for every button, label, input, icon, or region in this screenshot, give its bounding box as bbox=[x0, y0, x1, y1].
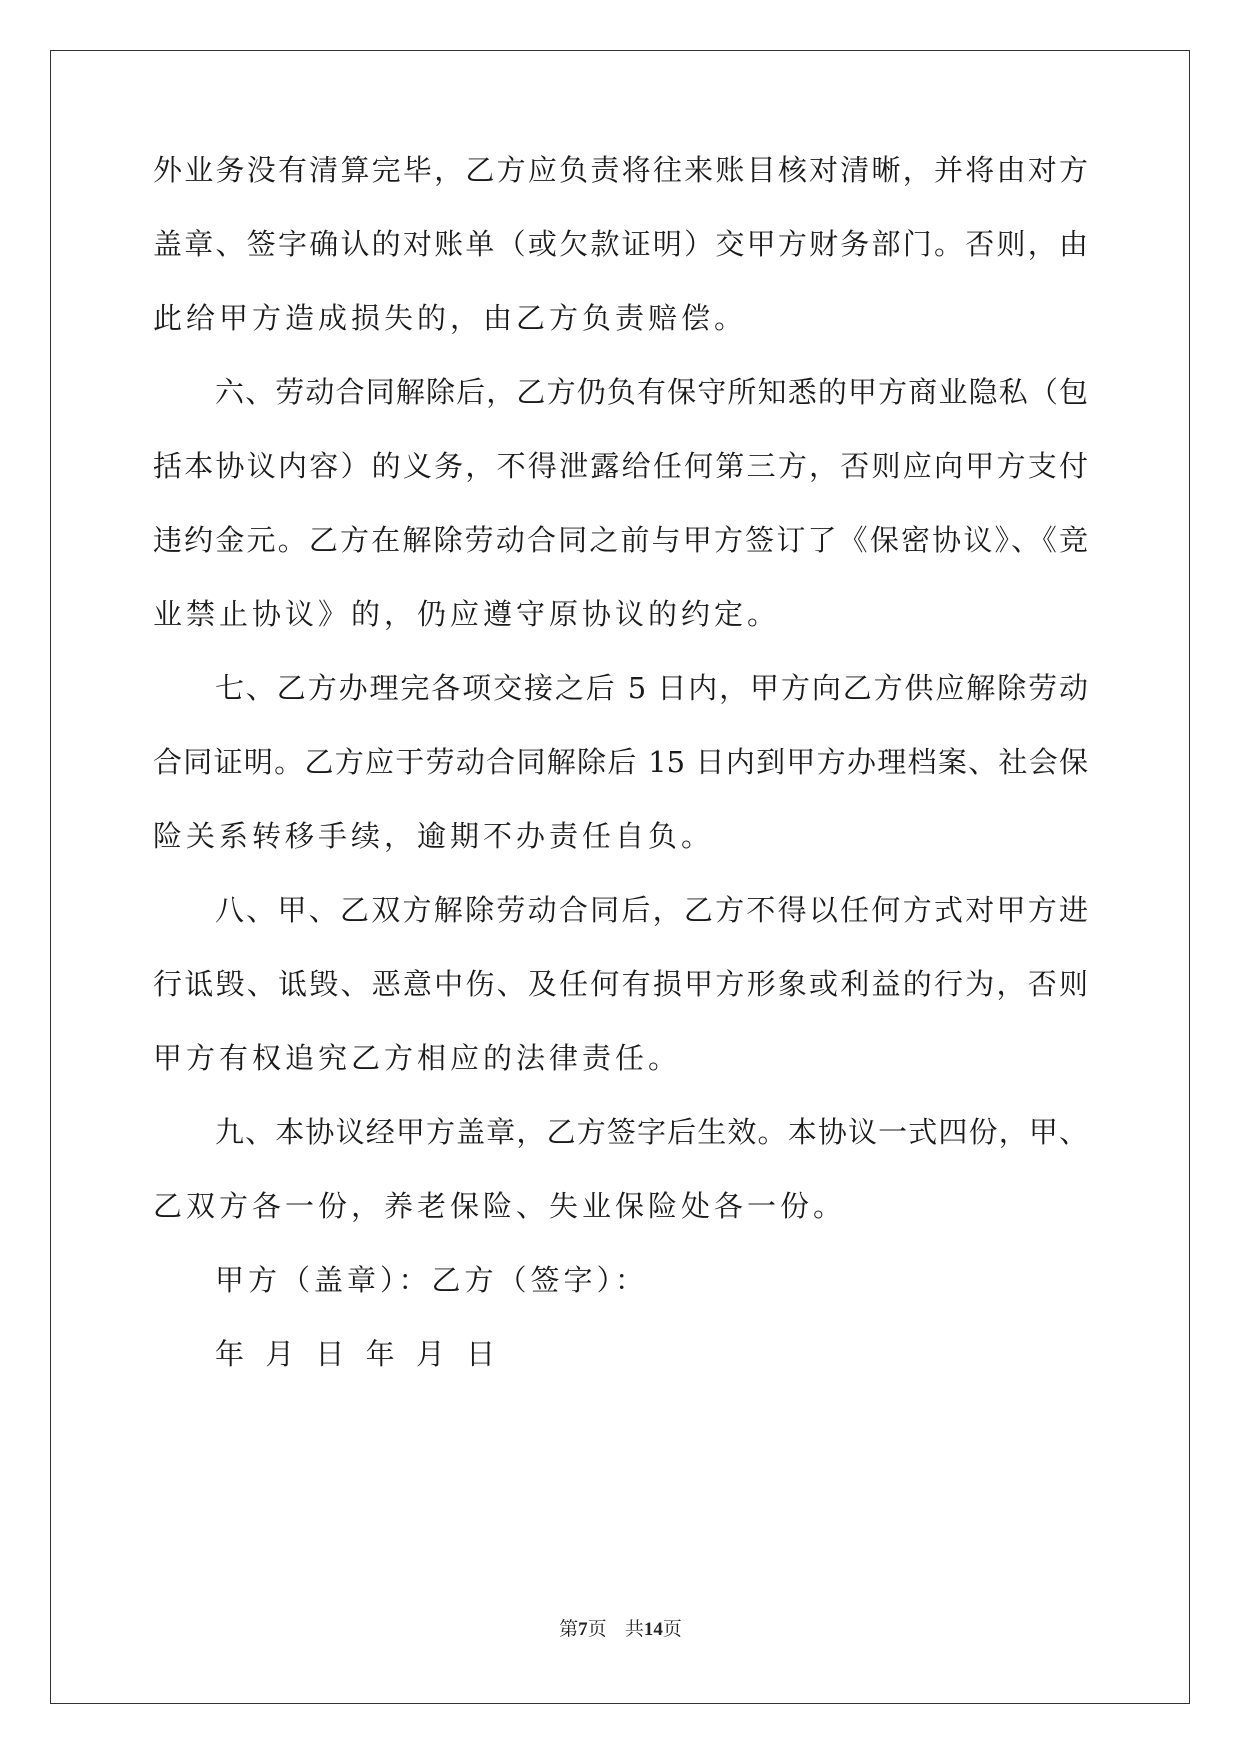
body-line: 业禁止协议》的，仍应遵守原协议的约定。 bbox=[153, 597, 781, 631]
body-line: 甲方有权追究乙方相应的法律责任。 bbox=[153, 1041, 682, 1075]
page-number: 7 bbox=[578, 1619, 588, 1640]
body-line: 行诋毁、诋毁、恶意中伤、及任何有损甲方形象或利益的行为，否则 bbox=[153, 967, 1088, 1001]
body-line: 九、本协议经甲方盖章，乙方签字后生效。本协议一式四份，甲、 bbox=[215, 1115, 1088, 1149]
page-prefix: 第 bbox=[559, 1618, 579, 1640]
signature-line: 甲方（盖章）：乙方（签字）： bbox=[215, 1263, 649, 1297]
page-suffix: 页 bbox=[587, 1618, 607, 1640]
body-line: 违约金元。乙方在解除劳动合同之前与甲方签订了《保密协议》、《竞 bbox=[153, 523, 1088, 557]
total-suffix: 页 bbox=[662, 1618, 682, 1640]
body-line: 合同证明。乙方应于劳动合同解除后 15 日内到甲方办理档案、社会保 bbox=[153, 745, 1088, 779]
total-prefix: 共 bbox=[624, 1618, 644, 1640]
page-footer bbox=[0, 1617, 1241, 1642]
body-line: 险关系转移手续，逾期不办责任自负。 bbox=[153, 819, 715, 853]
body-line: 盖章、签字确认的对账单（或欠款证明）交甲方财务部门。否则，由 bbox=[153, 227, 1088, 261]
body-line: 括本协议内容）的义务，不得泄露给任何第三方，否则应向甲方支付 bbox=[153, 449, 1088, 483]
body-line: 八、甲、乙双方解除劳动合同后，乙方不得以任何方式对甲方进 bbox=[215, 893, 1088, 927]
body-line: 七、乙方办理完各项交接之后 5 日内，甲方向乙方供应解除劳动 bbox=[215, 671, 1088, 705]
body-line: 六、劳动合同解除后，乙方仍负有保守所知悉的甲方商业隐私（包 bbox=[215, 375, 1088, 409]
body-line: 乙双方各一份，养老保险、失业保险处各一份。 bbox=[153, 1189, 847, 1223]
date-line: 年 月 日 年 月 日 bbox=[215, 1337, 502, 1371]
body-line: 此给甲方造成损失的，由乙方负责赔偿。 bbox=[153, 301, 748, 335]
body-line: 外业务没有清算完毕，乙方应负责将往来账目核对清晰，并将由对方 bbox=[153, 153, 1088, 187]
total-pages: 14 bbox=[643, 1619, 663, 1640]
